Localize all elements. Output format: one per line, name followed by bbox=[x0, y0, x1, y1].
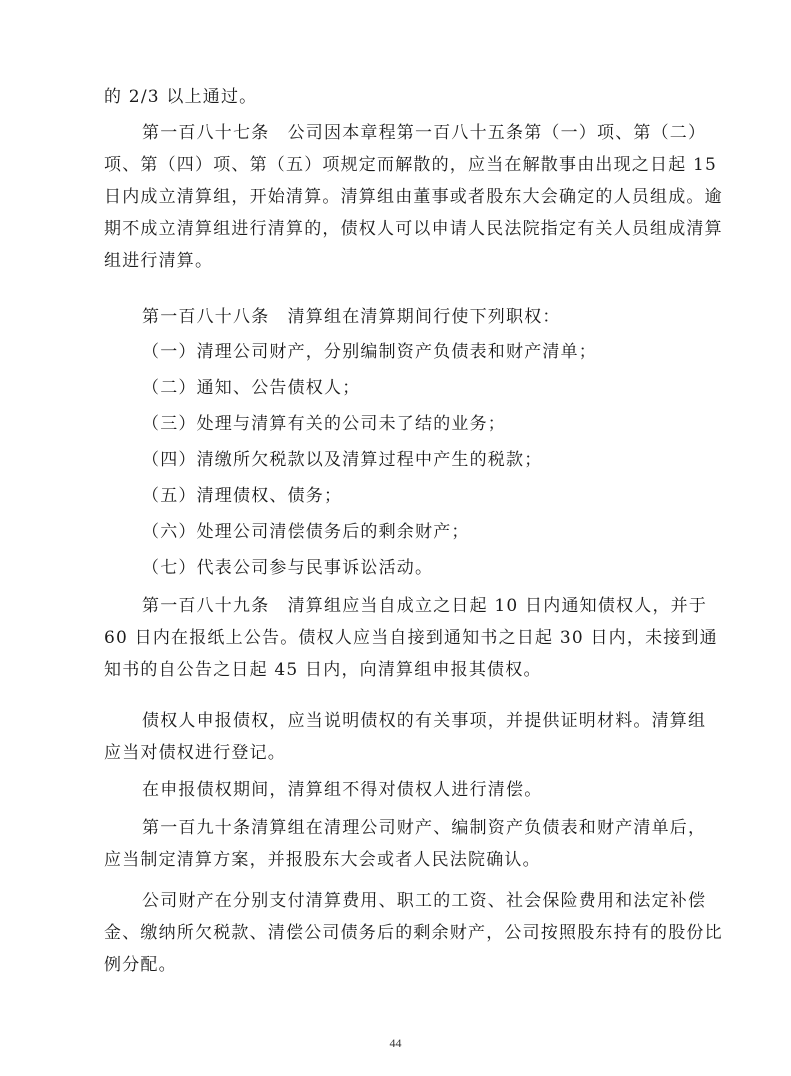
list-item-2: （二）通知、公告债权人； bbox=[142, 378, 361, 398]
list-item-6: （六）处理公司清偿债务后的剩余财产； bbox=[142, 522, 470, 542]
paragraph-no-repayment: 在申报债权期间，清算组不得对债权人进行清偿。 bbox=[142, 780, 543, 800]
paragraph-continuation: 的 2/3 以上通过。 bbox=[104, 87, 258, 107]
page-number: 44 bbox=[389, 1036, 402, 1050]
paragraph-claim-declaration: 债权人申报债权，应当说明债权的有关事项，并提供证明材料。清算组应当对债权进行登记。 bbox=[104, 711, 707, 763]
list-item-1: （一）清理公司财产，分别编制资产负债表和财产清单； bbox=[142, 342, 597, 362]
article-187: 第一百八十七条 公司因本章程第一百八十五条第（一）项、第（二）项、第（四）项、第（五）项规定而解散的，应当在解散事由出现之日起 15 日内成立清算组，开始清算。清算组由董事或者股东大会确定的人员组成。逾期不成立清算组进行清算的，债权人可以申请人民法院指定有关人员组成清算组进行清算。 bbox=[104, 123, 723, 271]
article-189: 第一百八十九条 清算组应当自成立之日起 10 日内通知债权人，并于 60 日内在报纸上公告。债权人应当自接到通知书之日起 30 日内，未接到通知书的自公告之日起 45 日内，向清算组申报其债权。 bbox=[104, 596, 718, 680]
list-item-4: （四）清缴所欠税款以及清算过程中产生的税款； bbox=[142, 450, 543, 470]
list-item-5: （五）清理债权、债务； bbox=[142, 486, 343, 506]
list-item-3: （三）处理与清算有关的公司未了结的业务； bbox=[142, 414, 506, 434]
article-190: 第一百九十条清算组在清理公司财产、编制资产负债表和财产清单后，应当制定清算方案，并报股东大会或者人民法院确认。 bbox=[104, 818, 707, 870]
paragraph-asset-distribution: 公司财产在分别支付清算费用、职工的工资、社会保险费用和法定补偿金、缴纳所欠税款、清偿公司债务后的剩余财产，公司按照股东持有的股份比例分配。 bbox=[104, 891, 723, 975]
article-188: 第一百八十八条 清算组在清算期间行使下列职权： bbox=[142, 307, 561, 327]
list-item-7: （七）代表公司参与民事诉讼活动。 bbox=[142, 558, 434, 578]
